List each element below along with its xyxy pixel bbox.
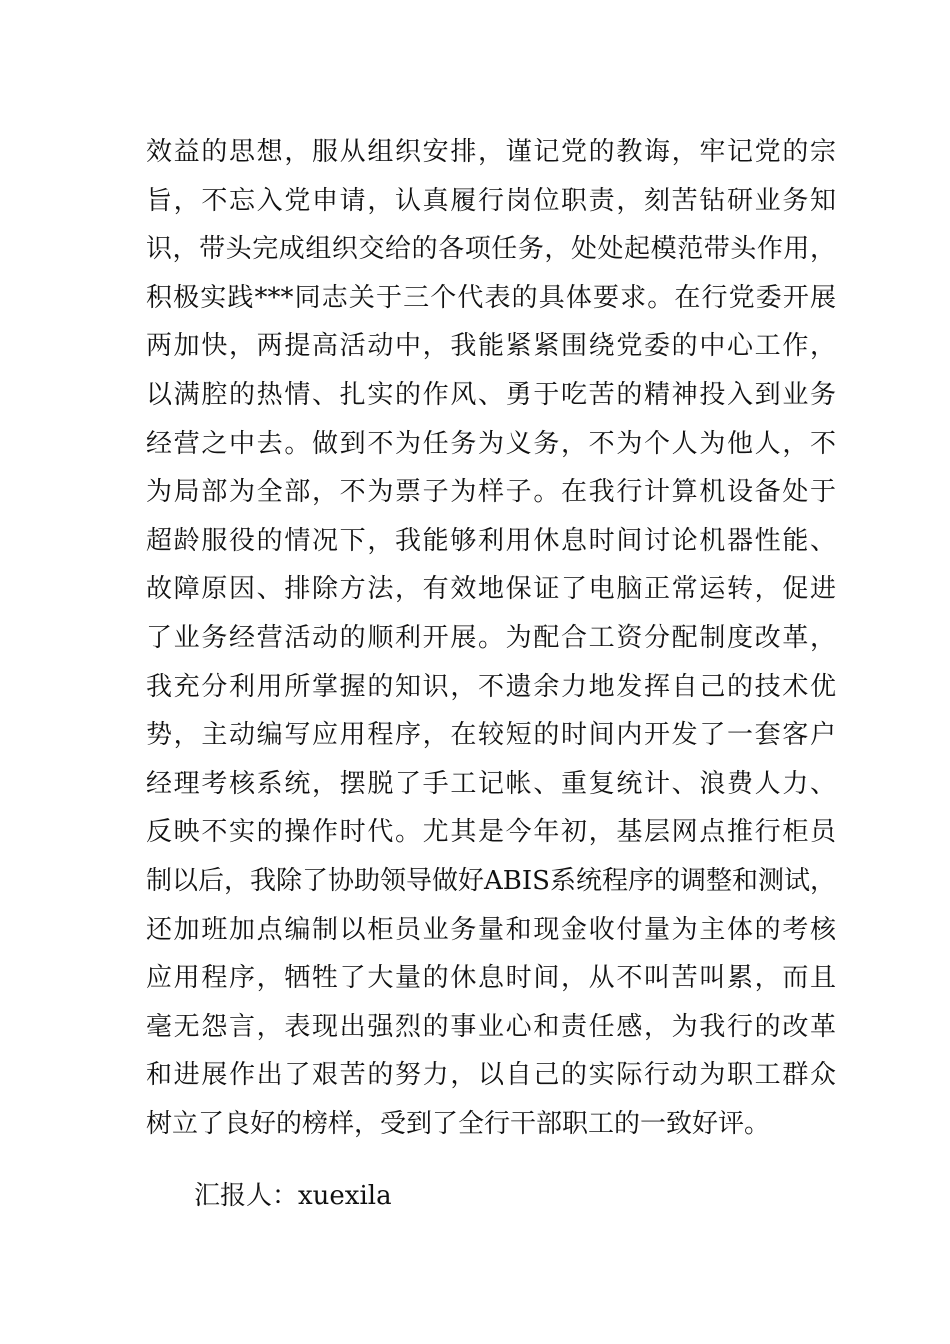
body-paragraph — [146, 128, 836, 1148]
paragraph-line: 还加班加点编制以柜员业务量和现金收付量为主体的考核 — [146, 914, 836, 945]
signature-line: 汇报人：xuexila — [194, 1181, 392, 1211]
paragraph-line: 经理考核系统，摆脱了手工记帐、重复统计、浪费人力、 — [146, 768, 836, 799]
paragraph-line: 经营之中去。做到不为任务为义务，不为个人为他人，不 — [146, 428, 836, 459]
paragraph-line: 势，主动编写应用程序，在较短的时间内开发了一套客户 — [146, 720, 836, 751]
paragraph-line: 超龄服役的情况下，我能够利用休息时间讨论机器性能、 — [146, 525, 836, 556]
paragraph-line: 毫无怨言，表现出强烈的事业心和责任感，为我行的改革 — [146, 1011, 836, 1042]
paragraph-line: 以满腔的热情、扎实的作风、勇于吃苦的精神投入到业务 — [146, 379, 836, 410]
paragraph-line: 树立了良好的榜样，受到了全行干部职工的一致好评。 — [146, 1108, 771, 1139]
paragraph-line: 反映不实的操作时代。尤其是今年初，基层网点推行柜员 — [146, 817, 836, 848]
paragraph-line: 识，带头完成组织交给的各项任务，处处起模范带头作用， — [146, 234, 836, 265]
paragraph-line: 旨，不忘入党申请，认真履行岗位职责，刻苦钻研业务知 — [146, 185, 836, 216]
paragraph-line: 我充分利用所掌握的知识，不遗余力地发挥自己的技术优 — [146, 671, 836, 702]
paragraph-line: 为局部为全部，不为票子为样子。在我行计算机设备处于 — [146, 477, 836, 508]
paragraph-line: 和进展作出了艰苦的努力，以自己的实际行动为职工群众 — [146, 1060, 836, 1091]
paragraph-line: 两加快，两提高活动中，我能紧紧围绕党委的中心工作， — [146, 331, 836, 362]
paragraph-line: 了业务经营活动的顺利开展。为配合工资分配制度改革， — [146, 622, 836, 653]
paragraph-line: 制以后，我除了协助领导做好ABIS系统程序的调整和测试， — [146, 865, 836, 896]
paragraph-line: 效益的思想，服从组织安排，谨记党的教诲，牢记党的宗 — [146, 137, 836, 167]
paragraph-line: 应用程序，牺牲了大量的休息时间，从不叫苦叫累，而且 — [146, 963, 836, 994]
paragraph-line: 积极实践***同志关于三个代表的具体要求。在行党委开展 — [146, 282, 836, 313]
paragraph-line: 故障原因、排除方法，有效地保证了电脑正常运转，促进 — [146, 574, 836, 605]
